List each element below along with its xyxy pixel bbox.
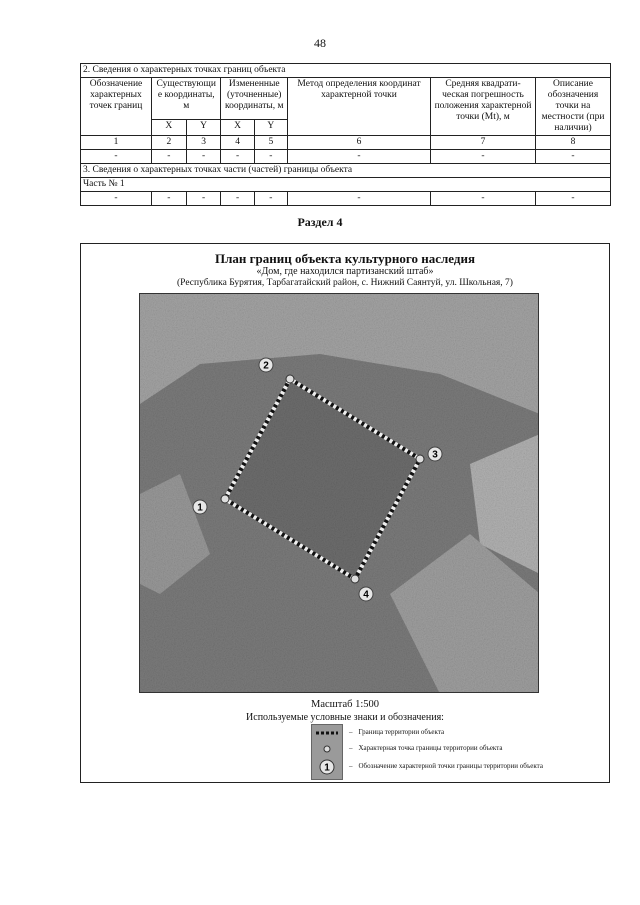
column-number: 2 — [152, 136, 187, 150]
table-cell: - — [152, 192, 187, 206]
legend-point-symbol — [324, 746, 330, 752]
table-cell: - — [254, 150, 287, 164]
section-heading: Раздел 4 — [297, 215, 343, 229]
legend-title: Используемые условные знаки и обозначения: — [246, 712, 444, 723]
table-cell: - — [221, 150, 254, 164]
table-cell: - — [186, 192, 221, 206]
table-cell: - — [431, 192, 536, 206]
legend-label-number: 1 — [324, 762, 330, 774]
boundary-point-4 — [351, 575, 359, 583]
page-number: 48 — [314, 36, 326, 50]
legend-symbols — [312, 725, 342, 779]
boundary-point-3 — [416, 455, 424, 463]
svg-text:3: 3 — [432, 449, 438, 461]
plan-title: План границ объекта культурного наследия — [215, 251, 475, 266]
legend-item-label: – Обозначение характерной точки границы территории объекта — [349, 762, 543, 770]
boundary-point-2 — [286, 375, 294, 383]
column-number: 3 — [186, 136, 221, 150]
header-designation: Обозначение характерных точек границ — [81, 78, 152, 136]
point-label-1 — [193, 500, 207, 514]
boundary-point-1 — [221, 495, 229, 503]
table-cell: - — [81, 150, 152, 164]
header-description: Описание обозначения точки на местности (при наличии) — [536, 78, 611, 136]
legend-swatches — [311, 724, 343, 780]
plan-subtitle: «Дом, где находился партизанский штаб» — [256, 266, 434, 277]
boundary-plan — [80, 243, 610, 783]
column-number: 5 — [254, 136, 287, 150]
table-cell: - — [81, 192, 152, 206]
legend-item-boundary: – Граница территории объекта — [349, 728, 445, 736]
part-label: Часть № 1 — [81, 178, 611, 192]
aerial-map — [139, 293, 539, 693]
svg-text:1: 1 — [197, 502, 203, 514]
table-cell: - — [536, 192, 611, 206]
svg-text:2: 2 — [263, 360, 269, 372]
subheader-y: Y — [254, 119, 287, 135]
subheader-x: X — [152, 119, 187, 135]
map-scale: Масштаб 1:500 — [310, 699, 379, 710]
table-cell: - — [221, 192, 254, 206]
column-number: 4 — [221, 136, 254, 150]
subheader-x: X — [221, 119, 254, 135]
header-existing: Существующи е координаты, м — [152, 78, 221, 120]
map-drawing — [140, 294, 539, 693]
column-number: 6 — [288, 136, 431, 150]
point-label-4 — [359, 587, 373, 601]
header-method: Метод определения координат характерной точки — [288, 78, 431, 136]
table-cell: - — [431, 150, 536, 164]
plan-address: (Республика Бурятия, Тарбагатайский район, с. Нижний Саянтуй, ул. Школьная, 7) — [177, 278, 513, 288]
svg-text:4: 4 — [363, 589, 369, 601]
point-label-3 — [428, 447, 442, 461]
header-changed: Измененные (уточненные) координаты, м — [221, 78, 288, 120]
section3-title: 3. Сведения о характерных точках части (частей) границы объекта — [81, 164, 611, 178]
column-number: 8 — [536, 136, 611, 150]
table-cell: - — [536, 150, 611, 164]
section2-title: 2. Сведения о характерных точках границ объекта — [81, 64, 611, 78]
table-cell: - — [288, 150, 431, 164]
column-number: 7 — [431, 136, 536, 150]
legend-item-point: – Характерная точка границы территории объекта — [349, 744, 503, 752]
table-cell: - — [288, 192, 431, 206]
table-cell: - — [254, 192, 287, 206]
boundary-points-table — [80, 63, 611, 206]
column-number: 1 — [81, 136, 152, 150]
table-cell: - — [186, 150, 221, 164]
point-label-2 — [259, 358, 273, 372]
table-cell: - — [152, 150, 187, 164]
header-error: Средняя квадрати-ческая погрешность положения характерной точки (Mt), м — [431, 78, 536, 136]
subheader-y: Y — [186, 119, 221, 135]
